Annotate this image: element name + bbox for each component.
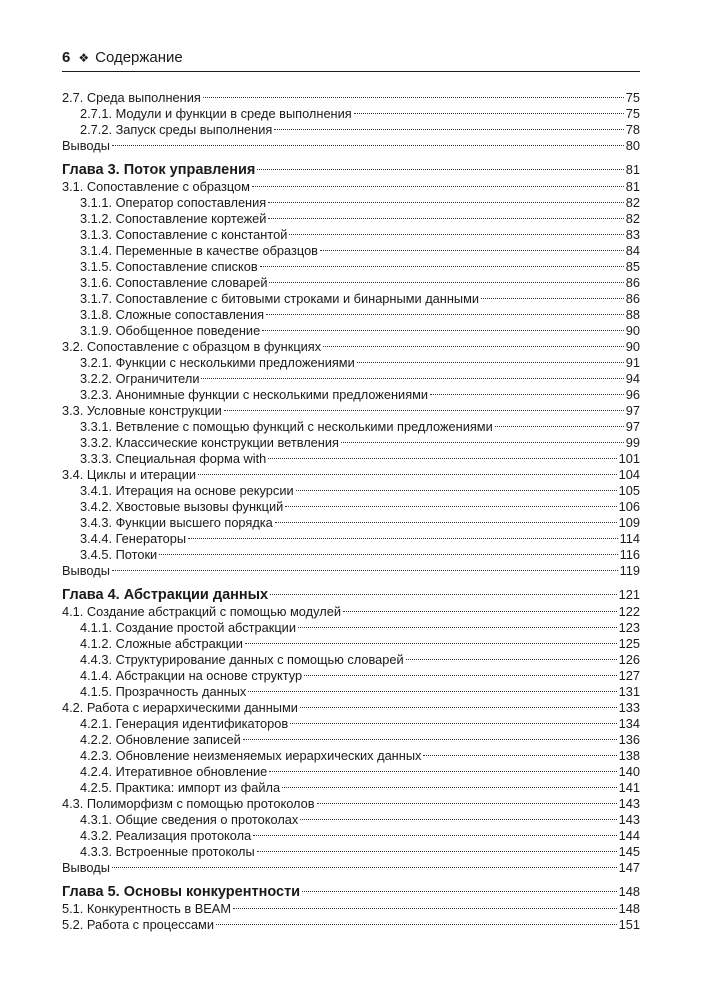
- toc-entry-page: 80: [625, 138, 640, 153]
- dot-leader: [302, 891, 617, 892]
- toc-entry-page: 90: [625, 323, 640, 338]
- toc-entry-page: 109: [618, 515, 640, 530]
- toc-entry-title: 3.2. Сопоставление с образцом в функциях: [62, 339, 322, 354]
- toc-entry[interactable]: [62, 901, 640, 917]
- toc-entry[interactable]: [62, 844, 640, 860]
- dot-leader: [253, 835, 616, 836]
- toc-entry-page: 78: [625, 122, 640, 137]
- page-number: 6: [62, 49, 71, 66]
- toc-entry[interactable]: [62, 451, 640, 467]
- dot-leader: [257, 851, 617, 852]
- toc-entry-title: 3.1.1. Оператор сопоставления: [80, 195, 267, 210]
- toc-entry[interactable]: [62, 355, 640, 371]
- dot-leader: [248, 691, 616, 692]
- toc-entry-title: 3.1.7. Сопоставление с битовыми строками и бинарными данными: [80, 291, 480, 306]
- dot-leader: [423, 755, 616, 756]
- toc-entry[interactable]: [62, 716, 640, 732]
- toc-entry[interactable]: [62, 620, 640, 636]
- dot-leader: [341, 442, 624, 443]
- toc-entry-page: 82: [625, 211, 640, 226]
- toc-entry-title: 3.4.2. Хвостовые вызовы функций: [80, 499, 284, 514]
- toc-chapter-entry[interactable]: [62, 161, 640, 179]
- toc-entry[interactable]: [62, 323, 640, 339]
- dot-leader: [198, 474, 617, 475]
- toc-entry-title: 4.3.2. Реализация протокола: [80, 828, 252, 843]
- toc-entry-title: 3.4.5. Потоки: [80, 547, 158, 562]
- toc-entry[interactable]: [62, 275, 640, 291]
- toc-entry-page: 96: [625, 387, 640, 402]
- toc-entry[interactable]: [62, 211, 640, 227]
- toc-entry[interactable]: [62, 499, 640, 515]
- separator-ornament-icon: ❖: [78, 51, 90, 65]
- dot-leader: [269, 771, 616, 772]
- toc-entry-page: 101: [618, 451, 640, 466]
- toc-chapter-entry[interactable]: [62, 883, 640, 901]
- toc-entry[interactable]: [62, 483, 640, 499]
- dot-leader: [268, 202, 624, 203]
- toc-entry[interactable]: [62, 652, 640, 668]
- toc-entry-page: 84: [625, 243, 640, 258]
- toc-entry-title: Глава 4. Абстракции данных: [62, 587, 269, 603]
- toc-entry[interactable]: [62, 684, 640, 700]
- dot-leader: [112, 145, 624, 146]
- toc-entry[interactable]: [62, 812, 640, 828]
- toc-entry-page: 116: [619, 547, 640, 562]
- toc-entry[interactable]: [62, 636, 640, 652]
- toc-entry-title: Выводы: [62, 138, 110, 153]
- toc-entry-title: 3.3.3. Специальная форма with: [80, 451, 267, 466]
- dot-leader: [304, 675, 617, 676]
- toc-entry-page: 136: [618, 732, 640, 747]
- toc-entry-title: 3.2.1. Функции с несколькими предложениями: [80, 355, 355, 370]
- dot-leader: [300, 707, 617, 708]
- toc-entry[interactable]: [62, 90, 640, 106]
- toc-entry[interactable]: [62, 668, 640, 684]
- toc-entry-page: 134: [618, 716, 640, 731]
- toc-entry-title: 3.2.2. Ограничители: [80, 371, 200, 386]
- toc-entry[interactable]: [62, 860, 640, 876]
- dot-leader: [343, 611, 617, 612]
- dot-leader: [112, 570, 618, 571]
- toc-entry-page: 91: [625, 355, 640, 370]
- toc-entry[interactable]: [62, 748, 640, 764]
- toc-entry-title: 5.2. Работа с процессами: [62, 917, 214, 932]
- toc-entry-title: 3.3.1. Ветвление с помощью функций с несколькими предложениями: [80, 419, 493, 434]
- toc-entry-title: 4.1.2. Сложные абстракции: [80, 636, 243, 651]
- dot-leader: [257, 169, 623, 170]
- dot-leader: [275, 522, 617, 523]
- toc-entry-title: 2.7. Среда выполнения: [62, 90, 201, 105]
- dot-leader: [282, 787, 617, 788]
- toc-entry-title: 3.1.4. Переменные в качестве образцов: [80, 243, 318, 258]
- toc-entry-page: 148: [618, 884, 640, 899]
- toc-entry-page: 145: [618, 844, 640, 859]
- toc-entry-page: 127: [618, 668, 640, 683]
- toc-entry-title: 3.3.2. Классические конструкции ветвления: [80, 435, 339, 450]
- toc-entry-page: 106: [618, 499, 640, 514]
- toc-entry-title: 2.7.2. Запуск среды выполнения: [80, 122, 273, 137]
- dot-leader: [188, 538, 618, 539]
- toc-entry[interactable]: [62, 291, 640, 307]
- dot-leader: [481, 298, 624, 299]
- toc-entry-title: 4.2.5. Практика: импорт из файла: [80, 780, 281, 795]
- dot-leader: [290, 723, 616, 724]
- toc-entry[interactable]: [62, 764, 640, 780]
- toc-entry-page: 143: [618, 796, 640, 811]
- toc-entry[interactable]: [62, 195, 640, 211]
- toc-entry-title: Выводы: [62, 860, 110, 875]
- dot-leader: [270, 594, 617, 595]
- toc-entry[interactable]: [62, 227, 640, 243]
- toc-entry[interactable]: [62, 138, 640, 154]
- toc-entry[interactable]: [62, 259, 640, 275]
- toc-entry-page: 83: [625, 227, 640, 242]
- dot-leader: [274, 129, 623, 130]
- toc-entry-page: 82: [625, 195, 640, 210]
- toc-entry[interactable]: [62, 435, 640, 451]
- toc-entry-title: 4.2.3. Обновление неизменяемых иерархических данных: [80, 748, 422, 763]
- toc-entry-title: 4.3. Полиморфизм с помощью протоколов: [62, 796, 315, 811]
- toc-entry[interactable]: [62, 387, 640, 403]
- toc-entry-page: 85: [625, 259, 640, 274]
- toc-entry-page: 75: [625, 90, 640, 105]
- dot-leader: [317, 803, 617, 804]
- toc-entry[interactable]: [62, 339, 640, 355]
- toc-entry[interactable]: [62, 732, 640, 748]
- dot-leader: [285, 506, 616, 507]
- toc-entry-page: 144: [618, 828, 640, 843]
- dot-leader: [269, 282, 623, 283]
- toc-entry[interactable]: [62, 515, 640, 531]
- toc-entry-title: 4.1.1. Создание простой абстракции: [80, 620, 296, 635]
- toc-entry-page: 143: [618, 812, 640, 827]
- toc-entry-title: 4.1.5. Прозрачность данных: [80, 684, 247, 699]
- toc-entry[interactable]: [62, 917, 640, 933]
- toc-entry[interactable]: [62, 796, 640, 812]
- toc-entry-page: 81: [625, 179, 640, 194]
- toc-entry-title: 3.1.9. Обобщенное поведение: [80, 323, 261, 338]
- toc-entry[interactable]: [62, 547, 640, 563]
- dot-leader: [289, 234, 623, 235]
- toc-entry-page: 125: [618, 636, 640, 651]
- toc-entry-title: 4.4.3. Структурирование данных с помощью словарей: [80, 652, 404, 667]
- toc-entry-page: 86: [625, 291, 640, 306]
- toc-entry-title: 3.4.4. Генераторы: [80, 531, 187, 546]
- dot-leader: [201, 378, 623, 379]
- toc-entry[interactable]: [62, 122, 640, 138]
- toc-entry-page: 105: [618, 483, 640, 498]
- toc-entry[interactable]: [62, 106, 640, 122]
- toc-entry[interactable]: [62, 371, 640, 387]
- toc-entry-title: 4.3.3. Встроенные протоколы: [80, 844, 255, 859]
- toc-entry-title: 3.4. Циклы и итерации: [62, 467, 197, 482]
- dot-leader: [357, 362, 624, 363]
- dot-leader: [268, 218, 623, 219]
- toc-entry-page: 86: [625, 275, 640, 290]
- toc-entry-page: 94: [625, 371, 640, 386]
- dot-leader: [354, 113, 624, 114]
- dot-leader: [216, 924, 617, 925]
- dot-leader: [262, 330, 624, 331]
- dot-leader: [296, 490, 617, 491]
- dot-leader: [203, 97, 624, 98]
- toc-entry-title: 3.2.3. Анонимные функции с несколькими предложениями: [80, 387, 429, 402]
- table-of-contents: [62, 90, 640, 933]
- header-rule: [62, 71, 640, 72]
- dot-leader: [300, 819, 616, 820]
- toc-entry[interactable]: [62, 700, 640, 716]
- toc-entry-title: Выводы: [62, 563, 110, 578]
- dot-leader: [245, 643, 617, 644]
- toc-entry-title: 4.2.4. Итеративное обновление: [80, 764, 268, 779]
- dot-leader: [430, 394, 624, 395]
- toc-entry-title: 4.1.4. Абстракции на основе структур: [80, 668, 303, 683]
- toc-entry-title: 4.2.2. Обновление записей: [80, 732, 241, 747]
- toc-entry-page: 90: [625, 339, 640, 354]
- toc-entry-title: 3.4.3. Функции высшего порядка: [80, 515, 273, 530]
- page-title: Содержание: [95, 49, 183, 66]
- toc-chapter-entry[interactable]: [62, 586, 640, 604]
- toc-entry-title: 3.1.2. Сопоставление кортежей: [80, 211, 267, 226]
- toc-entry-title: 3.1.8. Сложные сопоставления: [80, 307, 265, 322]
- dot-leader: [252, 186, 624, 187]
- toc-entry-page: 75: [625, 106, 640, 121]
- toc-entry[interactable]: [62, 419, 640, 435]
- toc-entry-page: 122: [618, 604, 640, 619]
- toc-entry-title: 3.1.5. Сопоставление списков: [80, 259, 258, 274]
- toc-entry[interactable]: [62, 780, 640, 796]
- toc-entry-title: 4.2. Работа с иерархическими данными: [62, 700, 298, 715]
- dot-leader: [159, 554, 617, 555]
- toc-entry[interactable]: [62, 179, 640, 195]
- toc-entry-page: 104: [618, 467, 640, 482]
- toc-entry-page: 141: [618, 780, 640, 795]
- toc-entry-page: 133: [618, 700, 640, 715]
- toc-entry-page: 147: [618, 860, 640, 875]
- toc-entry-page: 138: [618, 748, 640, 763]
- toc-entry-page: 99: [625, 435, 640, 450]
- toc-entry[interactable]: [62, 467, 640, 483]
- toc-entry[interactable]: [62, 604, 640, 620]
- toc-entry-page: 114: [619, 531, 640, 546]
- toc-entry-title: 2.7.1. Модули и функции в среде выполнения: [80, 106, 352, 121]
- toc-entry-page: 88: [625, 307, 640, 322]
- dot-leader: [406, 659, 617, 660]
- dot-leader: [243, 739, 617, 740]
- dot-leader: [233, 908, 617, 909]
- toc-entry-page: 123: [618, 620, 640, 635]
- dot-leader: [266, 314, 624, 315]
- toc-entry-title: 4.1. Создание абстракций с помощью модулей: [62, 604, 341, 619]
- dot-leader: [323, 346, 624, 347]
- toc-entry[interactable]: [62, 243, 640, 259]
- dot-leader: [495, 426, 624, 427]
- toc-entry-page: 81: [625, 162, 640, 177]
- toc-entry-page: 140: [618, 764, 640, 779]
- toc-entry-title: 3.3. Условные конструкции: [62, 403, 222, 418]
- toc-entry[interactable]: [62, 307, 640, 323]
- toc-entry-title: 4.3.1. Общие сведения о протоколах: [80, 812, 299, 827]
- toc-entry[interactable]: [62, 828, 640, 844]
- toc-entry[interactable]: [62, 563, 640, 579]
- toc-entry-title: 3.1.3. Сопоставление с константой: [80, 227, 288, 242]
- toc-entry-page: 151: [618, 917, 640, 932]
- toc-entry-title: 5.1. Конкурентность в BEAM: [62, 901, 231, 916]
- toc-entry-page: 126: [618, 652, 640, 667]
- toc-entry[interactable]: [62, 403, 640, 419]
- dot-leader: [268, 458, 616, 459]
- dot-leader: [260, 266, 624, 267]
- running-header: [62, 48, 640, 70]
- toc-entry-page: 119: [619, 563, 640, 578]
- dot-leader: [320, 250, 624, 251]
- toc-entry[interactable]: [62, 531, 640, 547]
- toc-entry-title: 3.4.1. Итерация на основе рекурсии: [80, 483, 294, 498]
- dot-leader: [298, 627, 617, 628]
- toc-entry-page: 97: [625, 403, 640, 418]
- toc-entry-page: 148: [618, 901, 640, 916]
- dot-leader: [112, 867, 617, 868]
- toc-entry-page: 131: [618, 684, 640, 699]
- toc-entry-title: Глава 5. Основы конкурентности: [62, 884, 301, 900]
- toc-entry-title: 3.1. Сопоставление с образцом: [62, 179, 250, 194]
- dot-leader: [224, 410, 624, 411]
- toc-entry-title: 3.1.6. Сопоставление словарей: [80, 275, 268, 290]
- toc-entry-title: Глава 3. Поток управления: [62, 162, 256, 178]
- toc-entry-page: 121: [618, 587, 640, 602]
- toc-entry-page: 97: [625, 419, 640, 434]
- toc-entry-title: 4.2.1. Генерация идентификаторов: [80, 716, 289, 731]
